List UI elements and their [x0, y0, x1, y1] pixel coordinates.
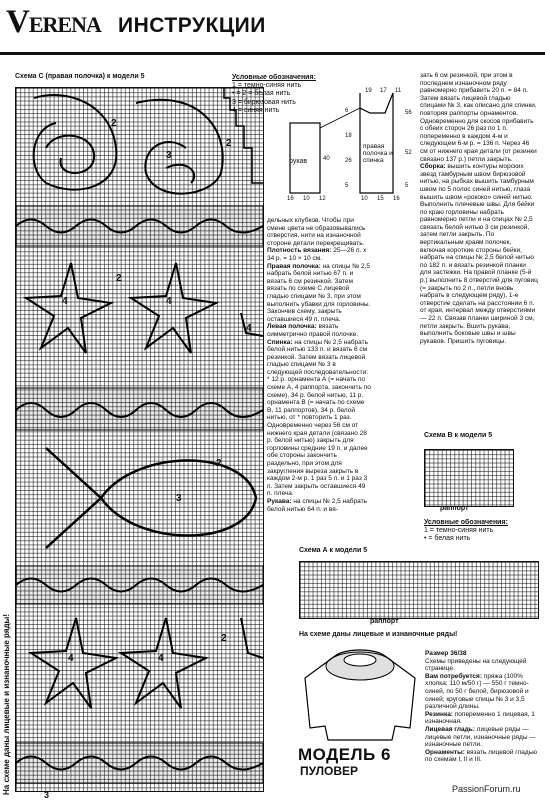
sweater-illustration [300, 648, 420, 744]
pattern-number: 52 [405, 150, 412, 156]
paragraph: Резинка: попеременно 1 лицевая, 1 изнаночная. [425, 710, 535, 726]
schema-a-grid [299, 561, 539, 619]
paragraph: Плотность вязания: 25—26 п. х 34 р. = 10 × 10 см. [267, 247, 367, 262]
legend-item: • = 2 = белая нить [232, 90, 291, 98]
legend-2 [424, 519, 544, 544]
pattern-number: 10 [303, 196, 310, 202]
legend-heading: Условные обозначения: [424, 519, 508, 526]
pattern-label: правая полочка и спинка [363, 143, 393, 164]
schema-a-caption: Схема А к модели 5 [299, 547, 368, 554]
starfish-motif [131, 263, 216, 353]
size-heading: Размер 36/38 [425, 650, 467, 657]
pattern-number: 15 [377, 196, 384, 202]
paragraph: Рукава: на спицы № 2,5 набрать белой нитью 64 п. и вя- [267, 497, 367, 513]
pattern-number: 5 [405, 183, 409, 189]
pattern-number: 5 [345, 183, 349, 189]
pattern-number: 11 [395, 88, 402, 94]
pattern-diagram [285, 88, 415, 210]
schema-b-rapport: раппорт [440, 505, 469, 512]
legend-item: 1 = темно-синяя нить [232, 82, 302, 90]
model6-text [425, 650, 540, 764]
paragraph: Сборка: вышить контуры морских звезд тамбурным швом бирюзовой нитью, на рыбках вышить тамбурным швом по 5 полос синей нитью, глаза вышить швом «рококо» синей нитью. Выполнить плечевые швы. Для бейки по краю горловины набрать равномерно петли и на спицах № 2,5 связать белой нитью 3 см резинкой, затем петли закрыть. По вертикальным краям полочек, включая короткие стороны бейки, набрать на спицы № 2,5 белой нитью по 182 п. и вязать резинкой планки для застежки. На правой планке (5-й р.) выполнить 8 отверстий для пуговиц (= закрыть по 2 п., петли вновь набрать в следующем ряду), 1-е отверстие сделать на расстоянии 6 п. от края, интервал между отверстиями — 22 п. Связав планки шириной 3 см, петли закрыть. Вшить рукава, выполнить боковые швы и швы рукавов. Пришить пуговицы. [420, 163, 538, 345]
model6-intro: Схемы приведены на следующей странице. [425, 657, 527, 673]
chart-marker: 2 [221, 633, 227, 644]
shell-motif [166, 165, 194, 183]
schema-a-note: На схеме даны лицевые и изнаночные ряды! [299, 631, 458, 638]
chart-marker: 2 [216, 458, 222, 469]
paragraph: Спинка: на спицы № 2,5 набрать белой нитью 133 п. и вязать 6 см резинкой. Затем вязать лицевой гладью спицами № 3 в следующей последовательности: * 12 р. орнамента А (= начать по схеме А, 4 раппорта, закончить по схеме), 34 р. белой нитью, 11 р. орнамента В (= начать по схеме В, 11 раппортов), 34 р. белой нитью, от * повторить 1 раз. Одновременно через 56 см от нижнего края детали (связано 28 р. белой нитью) закрыть для горловины средние 19 п. и далее обе стороны закончить раздельно, при этом для закругления выреза закрыть в каждом 2-м р. 1 раз 5 п. и 1 раз 3 п. Затем закрыть оставшиеся 49 п. плеча. [267, 338, 371, 498]
brand-rest: ERENA [28, 12, 101, 37]
paragraph: зать 6 см резинкой, при этом в последнем изнаночном ряду равномерно прибавить 20 п. = 84 п. Затем вязать лицевой гладью спицами № 3, как описано для спинки, повторяя раппорты орнаментов. Одновременно для скосов прибавить с обеих сторон 26 раз по 1 п. попеременно в каждом 4-м и следующем 6-м р. = 136 п. Через 46 см от нижнего края детали (от резинки связано 137 р.) петли закрыть. [420, 72, 537, 163]
page-title: ИНСТРУКЦИИ [118, 14, 266, 37]
chart-marker: 4 [166, 296, 172, 307]
pattern-number: 26 [345, 158, 352, 164]
legend-item: 1 = темно-синяя нить [424, 527, 494, 535]
pattern-number: 19 [365, 88, 372, 94]
pattern-number: 16 [287, 196, 294, 202]
starfish-motif [26, 263, 111, 353]
shell-motif [136, 100, 223, 194]
schema-b-grid [424, 449, 514, 507]
text-column-b [420, 72, 538, 345]
big-chart-caption: Схема С (правая полочка) к модели 5 [15, 73, 145, 80]
brand-logo [6, 4, 101, 41]
pattern-number: 17 [380, 88, 387, 94]
fish-motif [46, 448, 256, 548]
paragraph: Левая полочка: вязать симметрично правой полочке. [267, 323, 359, 338]
starfish-motif [241, 313, 263, 336]
text-column-a [267, 217, 371, 513]
chart-marker: 4 [68, 653, 74, 664]
pattern-number: 40 [323, 156, 330, 162]
paragraph: дельных клубков. Чтобы при смене цвета не образовывались отверстия, нити на изнаночной стороне детали перекрещивать. [267, 217, 366, 247]
shell-motif [46, 136, 94, 173]
legend-item: • = белая нить [424, 535, 471, 543]
chart-marker: 3 [176, 493, 182, 504]
legend-heading: Условные обозначения: [232, 74, 316, 81]
chart-marker: 2 [116, 273, 122, 284]
pattern-number: 10 [361, 196, 368, 202]
paragraph: Орнаменты: вязать лицевой гладью по схемам I, II и III. [425, 748, 537, 764]
chart-marker: 2 [226, 138, 232, 149]
site-watermark: PassionForum.ru [452, 784, 521, 794]
page-number: 3 [44, 790, 50, 800]
sweater-drawing [300, 648, 420, 744]
pattern-number: 6 [345, 108, 349, 114]
schema-a-rapport: раппорт [370, 618, 399, 625]
pattern-shapes [285, 88, 415, 210]
model6-subtitle: ПУЛОВЕР [300, 764, 359, 778]
pattern-label: рукав [289, 158, 308, 165]
header-rule [0, 52, 545, 55]
chart-marker: 4 [62, 296, 68, 307]
chart-marker: 3 [166, 150, 172, 161]
pattern-number: 56 [405, 110, 412, 116]
pattern-number: 12 [319, 196, 326, 202]
pattern-number: 18 [345, 133, 352, 139]
shell-motif [34, 95, 117, 190]
legend-item: 3 = бирюзовая нить [232, 98, 296, 106]
chart-marker: 2 [111, 118, 117, 129]
big-chart-motifs [16, 88, 263, 791]
paragraph: Правая полочка: на спицы № 2,5 набрать белой нитью 67 п. и вязать 6 см резинкой. Затем вязать по схеме С лицевой гладью спицами № 3, при этом выполнить убавки для горловины. Закончив схему, закрыть оставшиеся 49 п. плеча. [267, 262, 371, 323]
pattern-number: 16 [393, 196, 400, 202]
chart-marker: 4 [246, 323, 252, 334]
schema-b-caption: Схема В к модели 5 [424, 432, 493, 439]
legend-item: 4 = синяя нить [232, 106, 280, 114]
paragraph: Вам потребуется: пряжа (100% хлопка; 110 м/50 г) — 550 г темно-синей, по 50 г белой, бирюзовой и синей; круговые спицы № 3 и 3,5 различной длины. [425, 672, 529, 711]
brand-initial: V [6, 4, 29, 40]
big-chart-grid [15, 87, 264, 792]
big-chart-side-note: На схеме даны лицевые и изнаночные ряды! [2, 613, 11, 795]
model6-title: МОДЕЛЬ 6 [298, 745, 391, 764]
starfish-motif [241, 618, 263, 658]
paragraph: Лицевая гладь: лицевые ряды — лицевые петли, изнаночные ряды — изнаночные петли. [425, 725, 536, 749]
chart-marker: 4 [158, 653, 164, 664]
